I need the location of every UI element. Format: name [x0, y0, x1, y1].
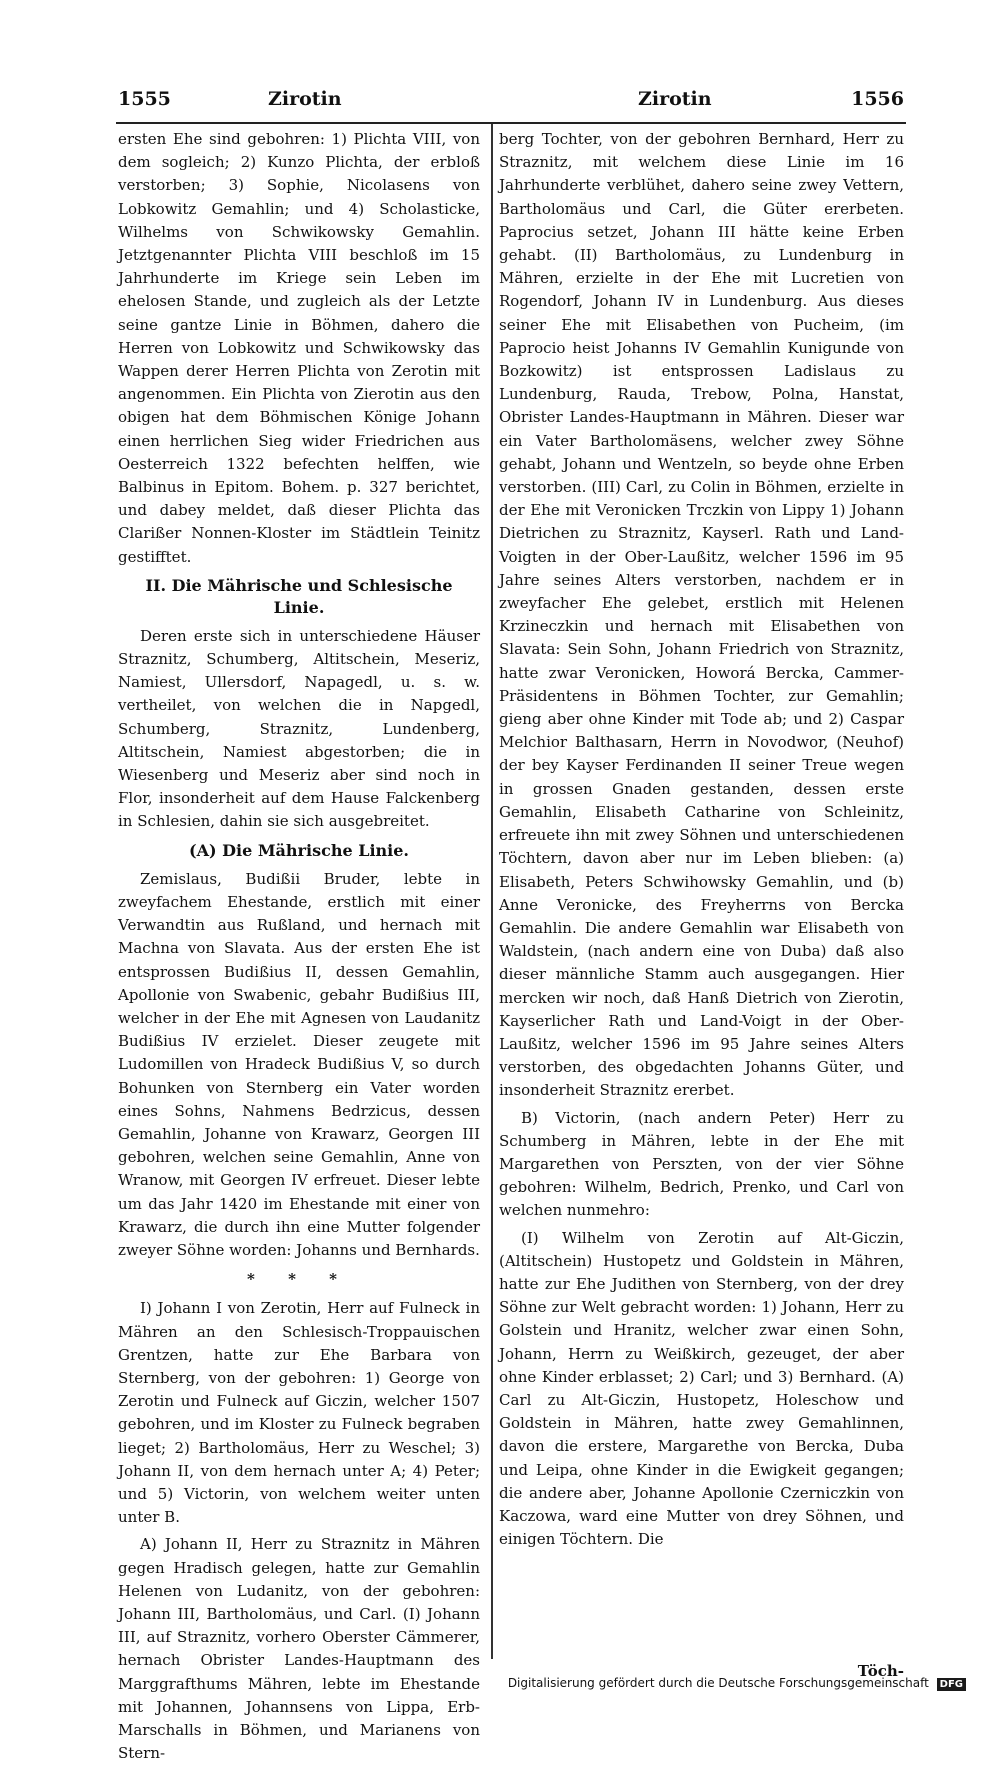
dfg-logo: DFG: [937, 1678, 966, 1691]
left-page-number: 1555: [118, 88, 171, 110]
paragraph: B) Victorin, (nach andern Peter) Herr zu Schumberg in Mähren, lebte in der Ehe mit Margarethen von Perszten, von der vier Söhne gebohren: Wilhelm, Bedrich, Prenko, und Carl von welchen nunmehro:: [499, 1108, 904, 1220]
section-heading: (A) Die Mährische Linie.: [189, 840, 409, 860]
paragraph: ersten Ehe sind gebohren: 1) Plichta VIII, von dem sogleich; 2) Kunzo Plichta, der erbloß verstorben; 3) Sophie, Nicolasens von Lobkowitz Gemahlin; und 4) Scholasticke, Wilhelms von Schwikowsky Gemahlin. Jetztgenannter Plichta VIII beschloß im 15 Jahrhunderte im Kriege sein Leben im ehelosen Stande, und zugleich als der Letzte seine gantze Linie in Böhmen, dahero die Herren von Lobkowitz und Schwikowsky das Wappen derer Herren Plichta von Zerotin mit angenommen. Ein Plichta von Zierotin aus den obigen hat dem Böhmischen Könige Johann einen herrlichen Sieg wider Friedrichen aus Oesterreich 1322 befechten helffen, wie Balbinus in Epitom. Bohem. p. 327 berichtet, und dabey meldet, daß dieser Plichta das Clarißer Nonnen-Kloster im Städtlein Teinitz gestifftet.: [118, 130, 480, 566]
section-heading: II. Die Mährische und Schlesische Linie.: [145, 575, 453, 617]
asterism: * * *: [247, 1270, 351, 1289]
paragraph: I) Johann I von Zerotin, Herr auf Fulneck in Mähren an den Schlesisch-Troppauischen Grentzen, hatte zur Ehe Barbara von Sternberg, von der gebohren: 1) George von Zerotin und Fulneck auf Giczin, welcher 1507 gebohren, und im Kloster zu Fulneck begraben lieget; 2) Bartholomäus, Herr zu Weschel; 3) Johann II, von dem hernach unter A; 4) Peter; und 5) Victorin, von welchem weiter unten unter B.: [118, 1299, 480, 1527]
right-page-number: 1556: [851, 88, 904, 110]
paragraph: (I) Wilhelm von Zerotin auf Alt-Giczin, (Altitschein) Hustopetz und Goldstein in Mähren, hatte zur Ehe Judithen von Sternberg, von der drey Söhne zur Welt gebracht worden: 1) Johann, Herr zu Golstein und Hranitz, welcher zwar einen Sohn, Johann, Herrn zu Weißkirch, gezeuget, der aber ohne Kinder erblasset; 2) Carl; und 3) Bernhard. (A) Carl zu Alt-Giczin, Hustopetz, Holeschow und Goldstein in Mähren, hatte zwey Gemahlinnen, davon die erstere, Margarethe von Bercka, Duba und Leipa, ohne Kinder in die Ewigkeit gegangen; die andere aber, Johanne Apollonie Czerniczkin von Kaczowa, ward eine Mutter von drey Söhnen, und einigen Töchtern. Die: [499, 1228, 904, 1549]
page-header: [118, 88, 904, 118]
catchword: Töch-: [857, 1662, 904, 1680]
paragraph: A) Johann II, Herr zu Straznitz in Mähren gegen Hradisch gelegen, hatte zur Gemahlin Helenen von Ludanitz, von der gebohren: Johann III, Bartholomäus, und Carl. (I) Johann III, auf Straznitz, vorhero Oberster Cämmerer, hernach Obrister Landes-Hauptmann des Marggrafthums Mähren, lebte im Ehestande mit Johannen, Johannsens von Lippa, Erb-Marschalls in Böhmen, und Marianens von Stern-: [118, 1535, 480, 1763]
paragraph: Zemislaus, Budißii Bruder, lebte in zweyfachem Ehestande, erstlich mit einer Verwandtin aus Rußland, und hernach mit Machna von Slavata. Aus der ersten Ehe ist entsprossen Budißius II, dessen Gemahlin, Apollonie von Swabenic, gebahr Budißius III, welcher in der Ehe mit Agnesen von Laudanitz Budißius IV erzielet. Dieser zeugete mit Ludomillen von Hradeck Budißius V, so durch Bohunken von Sternberg ein Vater worden eines Sohns, Nahmens Bedrzicus, dessen Gemahlin, Johanne von Krawarz, Georgen III gebohren, welchen seine Gemahlin, Anne von Wranow, mit Georgen IV erfreuet. Dieser lebte um das Jahr 1420 im Ehestande mit einer von Krawarz, die durch ihn eine Mutter folgender zweyer Söhne worden: Johanns und Bernhards.: [118, 869, 480, 1259]
paragraph: Deren erste sich in unterschiedene Häuser Straznitz, Schumberg, Altitschein, Meseriz, Namiest, Ullersdorf, Napagedl, u. s. w. vertheilet, von welchen die in Napgedl, Schumberg, Straznitz, Lundenberg, Altitschein, Namiest abgestorben; die in Wiesenberg und Meseriz aber sind noch in Flor, insonderheit auf dem Hause Falckenberg in Schlesien, dahin sie sich ausgebreitet.: [118, 626, 480, 831]
left-column: [118, 128, 480, 1769]
column-divider: [491, 124, 493, 1659]
right-column: [499, 128, 904, 1555]
funding-note: Digitalisierung gefördert durch die Deutsche Forschungsgemeinschaft: [507, 1676, 929, 1690]
left-running-title: Zirotin: [268, 88, 342, 110]
paragraph: berg Tochter, von der gebohren Bernhard, Herr zu Straznitz, mit welchem diese Linie im 16 Jahrhunderte verblühet, dahero seine zwey Vettern, Bartholomäus und Carl, die Güter ererbeten. Paprocius setzet, Johann III hätte keine Erben gehabt. (II) Bartholomäus, zu Lundenburg in Mähren, erzielte in der Ehe mit Lucretien von Rogendorf, Johann IV in Lundenburg. Aus dieses seiner Ehe mit Elisabethen von Pucheim, (im Paprocio heist Johanns IV Gemahlin Kunigunde von Bozkowitz) ist entsprossen Ladislaus zu Lundenburg, Rauda, Trebow, Polna, Hanstat, Obrister Landes-Hauptmann in Mähren. Dieser war ein Vater Bartholomäsens, welcher zwey Söhne gehabt, Johann und Wentzeln, so beyde ohne Erben verstorben. (III) Carl, zu Colin in Böhmen, erzielte in der Ehe mit Veronicken Trczkin von Lippy 1) Johann Dietrichen zu Straznitz, Kayserl. Rath und Land-Voigten in der Ober-Laußitz, welcher 1596 im 95 Jahre seines Alters verstorben, nachdem er in zweyfacher Ehe gelebet, erstlich mit Helenen Krzineczkin und hernach mit Elisabethen von Slavata: Sein Sohn, Johann Friedrich von Straznitz, hatte zwar Veronicken, Howorá Bercka, Cammer-Präsidentens in Böhmen Tochter, zur Gemahlin; gieng aber ohne Kinder mit Tode ab; und 2) Caspar Melchior Balthasarn, Herrn in Novodwor, (Neuhof) der bey Kayser Ferdinanden II seiner Treue wegen in grossen Gnaden gestanden, dessen erste Gemahlin, Elisabeth Catharine von Schleinitz, erfreuete ihn mit zwey Söhnen und unterschiedenen Töchtern, davon aber nur im Leben blieben: (a) Elisabeth, Peters Schwihowsky Gemahlin, und (b) Anne Veronicke, des Freyherrns von Bercka Gemahlin. Die andere Gemahlin war Elisabeth von Waldstein, (nach andern eine von Duba) daß also dieser männliche Stamm auch ausgegangen. Hier mercken wir noch, daß Hanß Dietrich von Zierotin, Kayserlicher Rath und Land-Voigt in der Ober-Laußitz, welcher 1596 im 95 Jahre seines Alters verstorben, des obgedachten Johanns Güter, und insonderheit Straznitz ererbet.: [499, 130, 904, 1100]
footer: [0, 1676, 1000, 1691]
right-running-title: Zirotin: [638, 88, 712, 110]
header-rule: [116, 122, 906, 124]
